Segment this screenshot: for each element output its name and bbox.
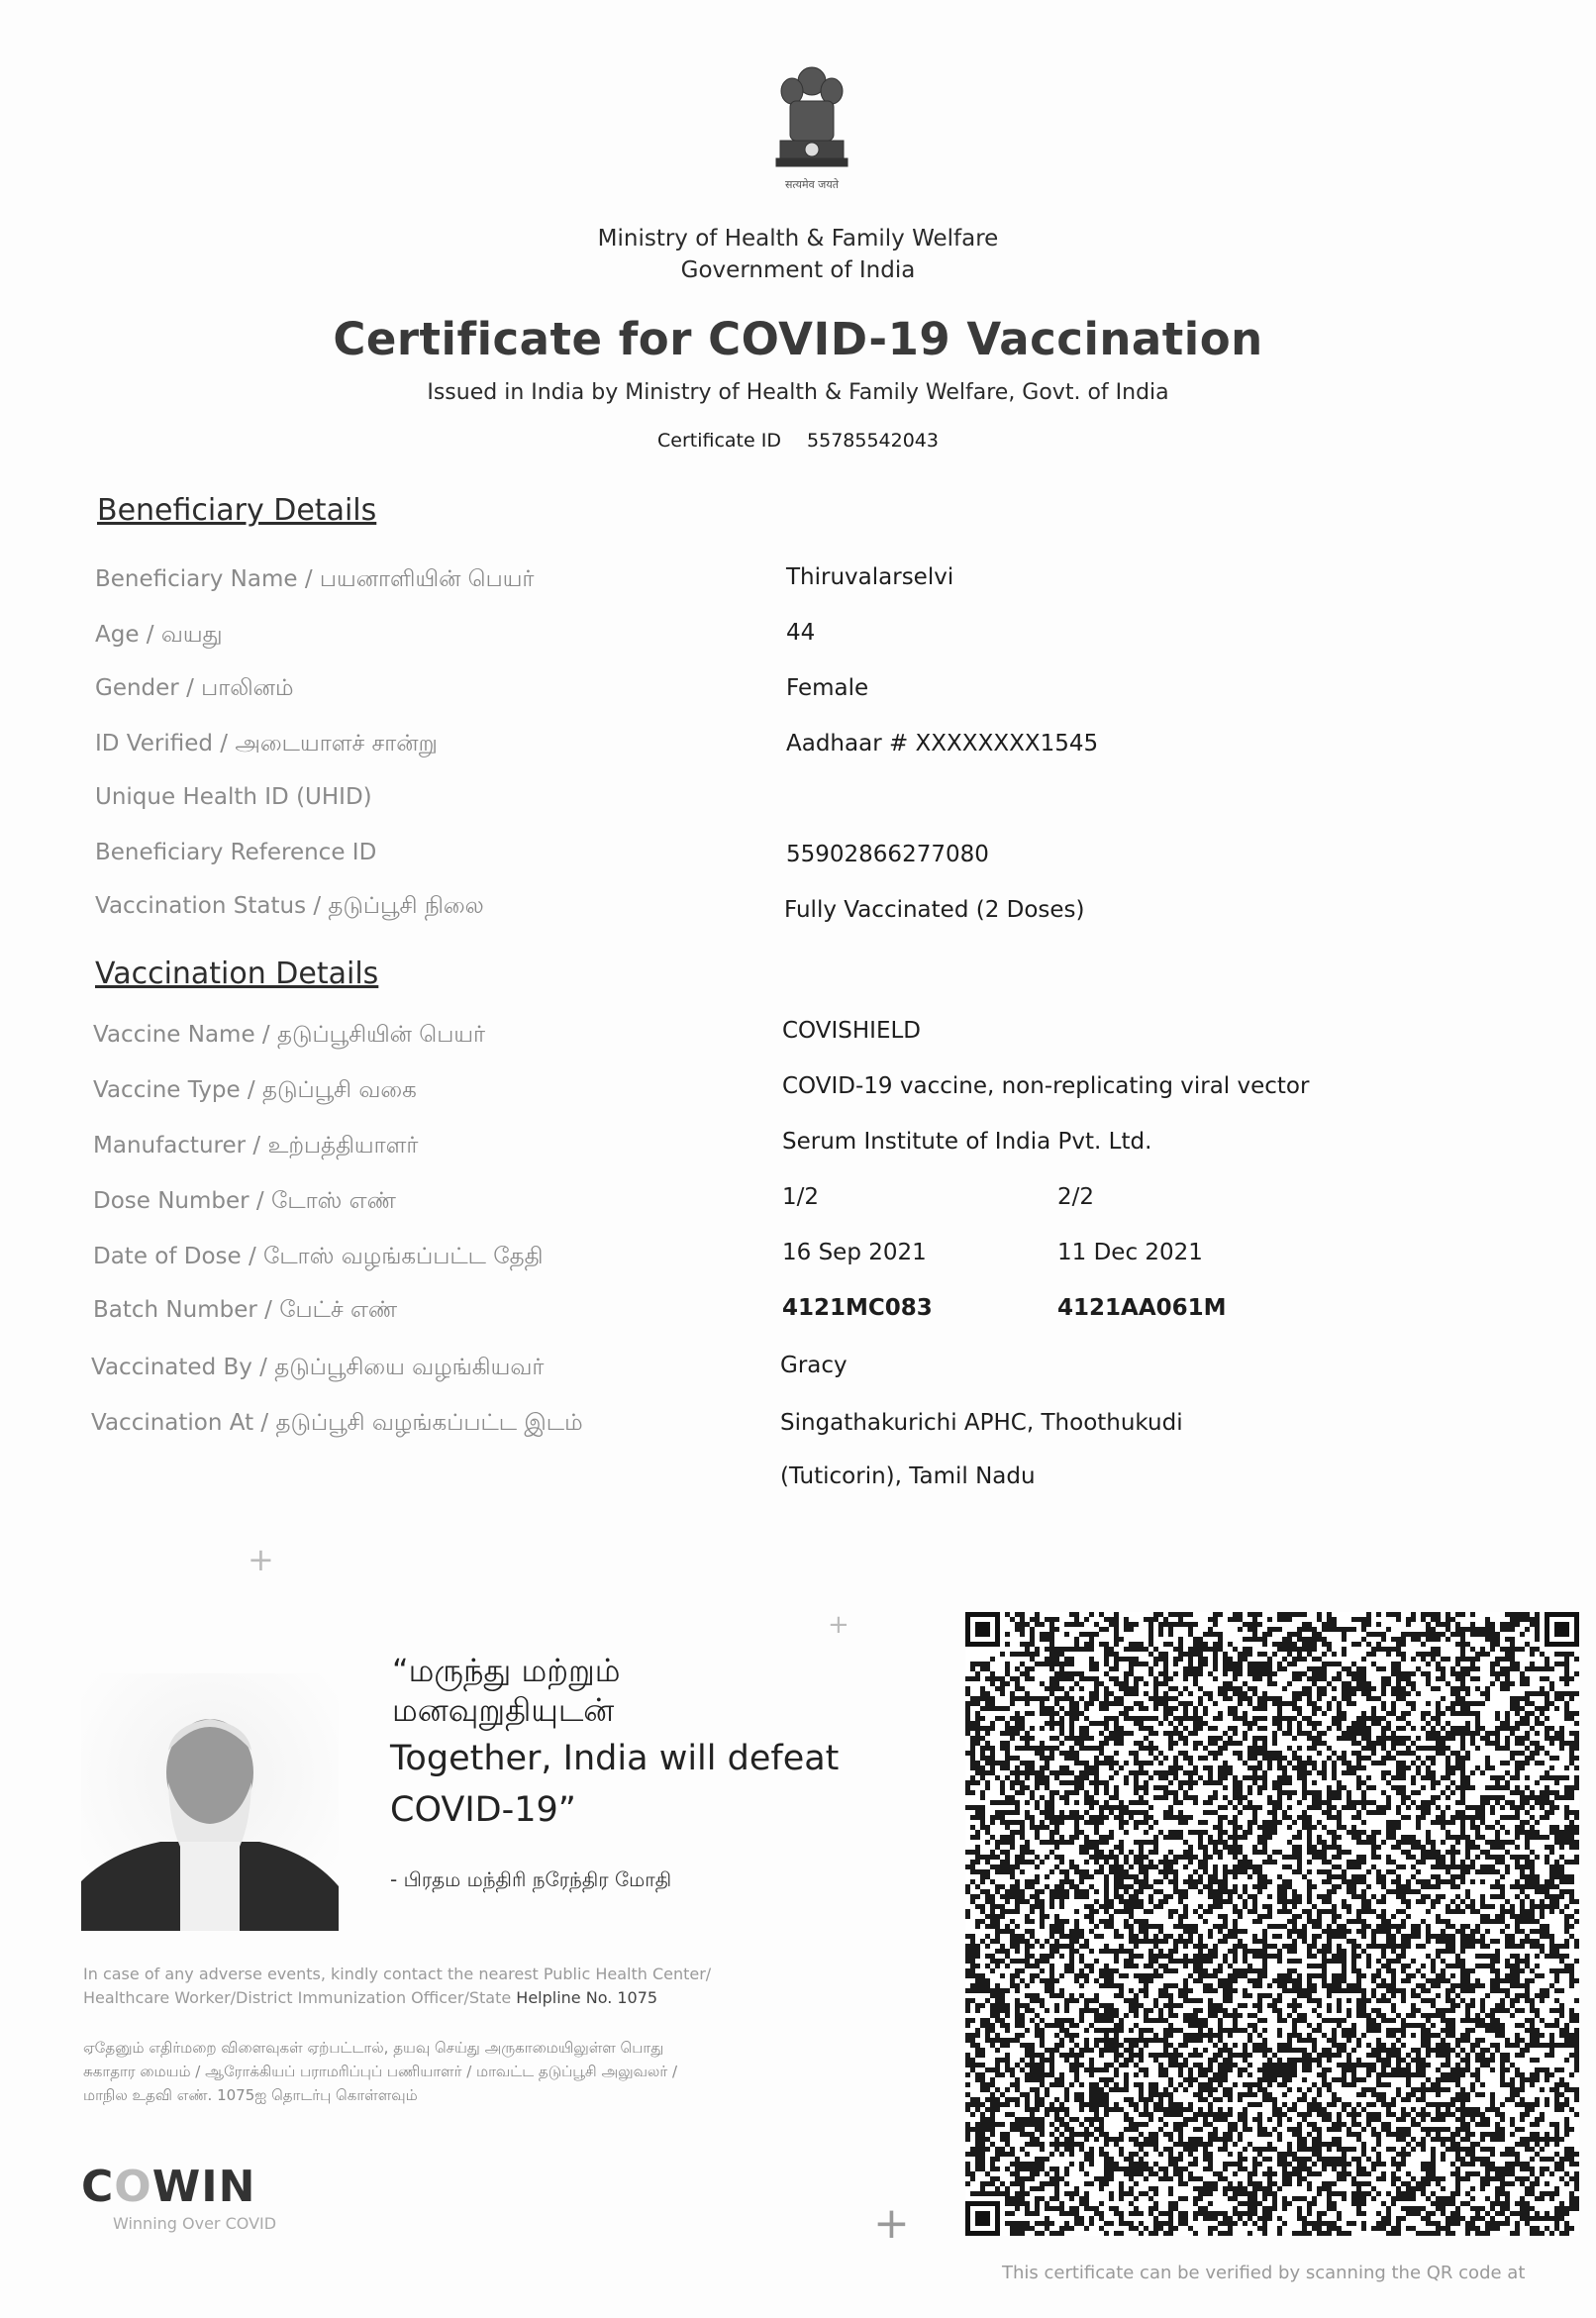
- notice-tamil-line1: ஏதேனும் எதிர்மறை விளைவுகள் ஏற்பட்டால், தயவு செய்து அருகாமையிலுள்ள பொது: [83, 2039, 664, 2057]
- vaccine-name-label: Vaccine Name / தடுப்பூசியின் பெயர்: [93, 1022, 486, 1048]
- cowin-logo: [81, 2162, 255, 2212]
- vaccinated-by-label: Vaccinated By / தடுப்பூசியை வழங்கியவர்: [91, 1355, 545, 1380]
- uhid-label: Unique Health ID (UHID): [95, 784, 372, 810]
- age-value: 44: [786, 620, 816, 646]
- notice-tamil-line2: சுகாதார மையம் / ஆரோக்கியப் பராமரிப்புப் பணியாளர் / மாவட்ட தடுப்பூசி அலுவலர் /: [83, 2063, 678, 2080]
- quote-tamil-line1: “மருந்து மற்றும்: [392, 1652, 621, 1689]
- id-verified-value: Aadhaar # XXXXXXXX1545: [786, 731, 1099, 756]
- svg-text:सत्यमेव जयते: सत्यमेव जयते: [784, 178, 840, 191]
- plus-decoration-icon: +: [873, 2198, 910, 2249]
- vaccination-status-value: Fully Vaccinated (2 Doses): [784, 897, 1085, 923]
- beneficiary-section-title: Beneficiary Details: [97, 493, 377, 528]
- dose1-date-value: 16 Sep 2021: [782, 1240, 927, 1265]
- notice-english-line2: [83, 1986, 895, 2010]
- gender-label: Gender / பாலினம்: [95, 675, 294, 701]
- notice-english-line1: In case of any adverse events, kindly contact the nearest Public Health Center/: [83, 1965, 712, 1983]
- issued-by-text: Issued in India by Ministry of Health & Family Welfare, Govt. of India: [427, 380, 1169, 405]
- notice-tamil-line3: மாநில உதவி எண். 1075ஐ தொடர்பு கொள்ளவும்: [83, 2086, 418, 2104]
- manufacturer-value: Serum Institute of India Pvt. Ltd.: [782, 1129, 1152, 1155]
- gender-value: Female: [786, 675, 869, 701]
- manufacturer-label: Manufacturer / உற்பத்தியாளர்: [93, 1133, 419, 1159]
- vaccine-type-label: Vaccine Type / தடுப்பூசி வகை: [93, 1077, 417, 1103]
- vaccinated-by-value: Gracy: [780, 1353, 848, 1378]
- batch-number-label: Batch Number / பேட்ச் எண்: [93, 1297, 398, 1323]
- adverse-events-notice-tamil: [83, 2036, 895, 2107]
- logo-letter-o: O: [114, 2162, 152, 2212]
- quote-english-line1: Together, India will defeat: [390, 1739, 840, 1778]
- notice-english-line2-text: Healthcare Worker/District Immunization Officer/State: [83, 1988, 512, 2007]
- qr-verification-note: This certificate can be verified by scanning the QR code at: [1002, 2263, 1526, 2283]
- national-emblem-icon: [762, 59, 861, 208]
- dose2-number-value: 2/2: [1057, 1184, 1095, 1210]
- dose1-batch-value: 4121MC083: [782, 1295, 933, 1321]
- vaccination-section-title: Vaccination Details: [95, 957, 379, 991]
- adverse-events-notice: [83, 1963, 895, 2010]
- dose2-date-value: 11 Dec 2021: [1057, 1240, 1203, 1265]
- vaccine-type-value: COVID-19 vaccine, non-replicating viral vector: [782, 1073, 1310, 1099]
- dose1-number-value: 1/2: [782, 1184, 820, 1210]
- age-label: Age / வயது: [95, 622, 223, 648]
- beneficiary-reference-id-value: 55902866277080: [786, 842, 989, 867]
- certificate-id-row: [0, 430, 1596, 452]
- certificate-id-label: Certificate ID: [657, 430, 781, 452]
- portrait-image: [81, 1673, 339, 1931]
- quote-author: - பிரதம மந்திரி நரேந்திர மோதி: [390, 1867, 672, 1891]
- plus-decoration-icon: +: [828, 1610, 849, 1640]
- id-verified-label: ID Verified / அடையாளச் சான்று: [95, 731, 438, 756]
- dose-number-label: Dose Number / டோஸ் எண்: [93, 1188, 396, 1214]
- quote-tamil-line2: மனவுறுதியுடன்: [392, 1691, 615, 1729]
- helpline-number: Helpline No. 1075: [516, 1988, 658, 2007]
- cowin-tagline: Winning Over COVID: [113, 2214, 277, 2233]
- ministry-name: Ministry of Health & Family Welfare: [597, 226, 999, 252]
- certificate-id-value: 55785542043: [807, 430, 939, 452]
- quote-english-line2: COVID-19”: [390, 1790, 576, 1830]
- logo-letter-c: C: [81, 2162, 115, 2212]
- vaccine-name-value: COVISHIELD: [782, 1018, 922, 1044]
- beneficiary-name-label: Beneficiary Name / பயனாளியின் பெயர்: [95, 566, 535, 592]
- government-name: Government of India: [680, 257, 916, 283]
- vaccinated-at-value-line2: (Tuticorin), Tamil Nadu: [780, 1463, 1036, 1489]
- dose2-batch-value: 4121AA061M: [1057, 1295, 1227, 1321]
- vaccination-status-label: Vaccination Status / தடுப்பூசி நிலை: [95, 893, 484, 919]
- date-of-dose-label: Date of Dose / டோஸ் வழங்கப்பட்ட தேதி: [93, 1244, 544, 1269]
- beneficiary-name-value: Thiruvalarselvi: [786, 564, 954, 590]
- vaccinated-at-value-line1: Singathakurichi APHC, Thoothukudi: [780, 1410, 1183, 1436]
- plus-decoration-icon: +: [248, 1541, 274, 1578]
- qr-code: [965, 1612, 1579, 2236]
- beneficiary-reference-id-label: Beneficiary Reference ID: [95, 840, 377, 865]
- logo-letters-win: WIN: [151, 2162, 256, 2212]
- page-title: Certificate for COVID-19 Vaccination: [333, 313, 1263, 365]
- vaccinated-at-label: Vaccination At / தடுப்பூசி வழங்கப்பட்ட இடம்: [91, 1410, 583, 1436]
